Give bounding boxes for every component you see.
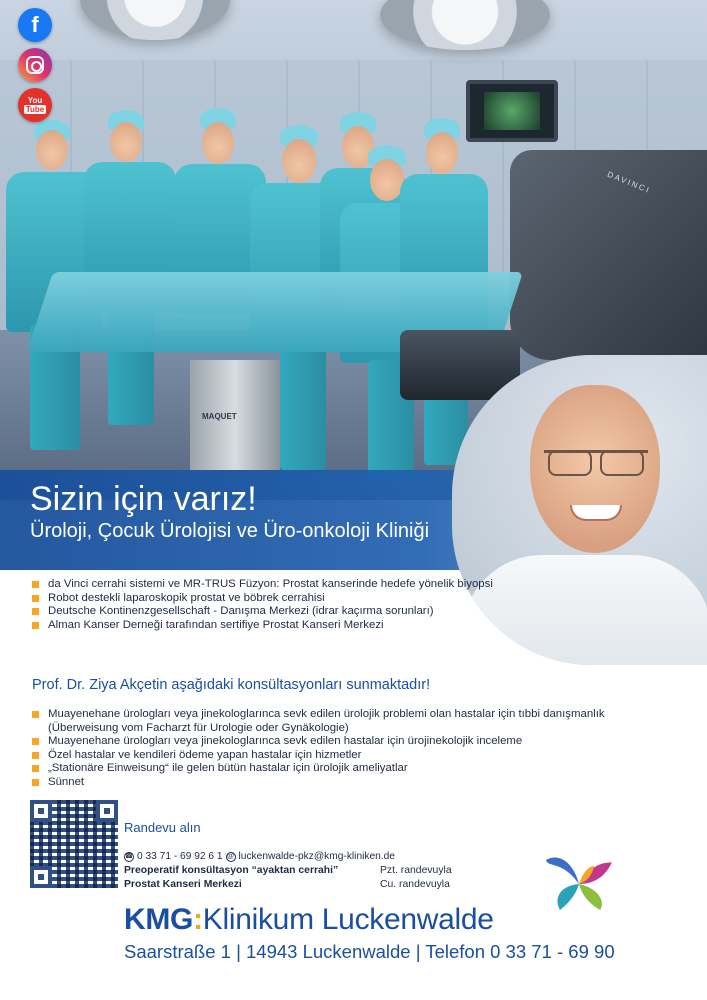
email-address[interactable]: luckenwalde-pkz@kmg-kliniken.de: [238, 851, 395, 862]
appointment-row: [124, 879, 450, 890]
hospital-address: Saarstraße 1 | 14943 Luckenwalde | Telefon 0 33 71 - 69 90: [124, 941, 615, 962]
facebook-icon[interactable]: f: [18, 8, 52, 42]
appointment-service: Prostat Kanseri Merkezi: [124, 879, 242, 890]
feature-item: da Vinci cerrahi sistemi ve MR-TRUS Füzyon: Prostat kanserinde hedefe yönelik biyopsi: [32, 578, 502, 592]
contact-line: [124, 851, 395, 862]
phone-number[interactable]: 0 33 71 - 69 92 6 1: [137, 851, 223, 862]
davinci-robot: [510, 150, 707, 360]
phone-icon: ☎: [124, 853, 134, 860]
kmg-flower-logo: [544, 850, 614, 912]
consultation-item: „Stationäre Einweisung“ ile gelen bütün hastalar için ürolojik ameliyatlar: [32, 762, 692, 776]
team-member: [80, 110, 180, 430]
surgical-lamp-left: [80, 0, 230, 40]
appointment-label: Randevu alın: [124, 820, 201, 835]
consultation-item: Muayenehane ürologları veya jinekologlarınca sevk edilen hastalar için ürojinekolojik inceleme: [32, 735, 692, 749]
appointment-row: [124, 865, 452, 876]
brand-name: Klinikum Luckenwalde: [202, 903, 494, 936]
youtube-icon[interactable]: You Tube: [18, 88, 52, 122]
consultation-item-note: (Überweisung vom Facharzt für Urologie oder Gynäkologie): [48, 721, 349, 734]
consultation-heading: Prof. Dr. Ziya Akçetin aşağıdaki konsültasyonları sunmaktadır!: [32, 677, 431, 693]
feature-list: [32, 578, 502, 632]
appointment-day: Pzt. randevuyla: [380, 865, 452, 876]
surgical-lamp-right: [380, 0, 550, 50]
table-brand-label: MAQUET: [202, 412, 237, 421]
feature-item: Deutsche Kontinenzgesellschaft - Danışma Merkezi (idrar kaçırma sorunları): [32, 605, 502, 619]
consultation-item: Özel hastalar ve kendileri ödeme yapan hastalar için hizmetler: [32, 749, 692, 763]
appointment-service: Preoperatif konsültasyon “ayaktan cerrahi”: [124, 865, 339, 876]
consultation-list: [32, 708, 692, 790]
headline-subtitle: Üroloji, Çocuk Ürolojisi ve Üro-onkoloji Kliniği: [30, 520, 430, 542]
instagram-icon[interactable]: [18, 48, 52, 82]
robot-label: DAVINCI: [605, 169, 652, 196]
consultation-item: Muayenehane ürologları veya jinekologlarınca sevk edilen ürolojik problemi olan hastalar için tıbbi danışmanlık: [32, 708, 692, 722]
consultation-item: Sünnet: [32, 776, 692, 790]
qr-code[interactable]: [30, 800, 118, 888]
brand-kmg: KMG: [124, 903, 194, 936]
email-icon: @: [226, 853, 235, 860]
feature-item: Robot destekli laparoskopik prostat ve böbrek cerrahisi: [32, 592, 502, 606]
brand-separator: :: [193, 903, 203, 936]
hospital-brand: [124, 903, 494, 937]
feature-item: Alman Kanser Derneği tarafından sertifiye Prostat Kanseri Merkezi: [32, 619, 502, 633]
headline-title: Sizin için varız!: [30, 480, 257, 518]
appointment-day: Cu. randevuyla: [380, 879, 450, 890]
